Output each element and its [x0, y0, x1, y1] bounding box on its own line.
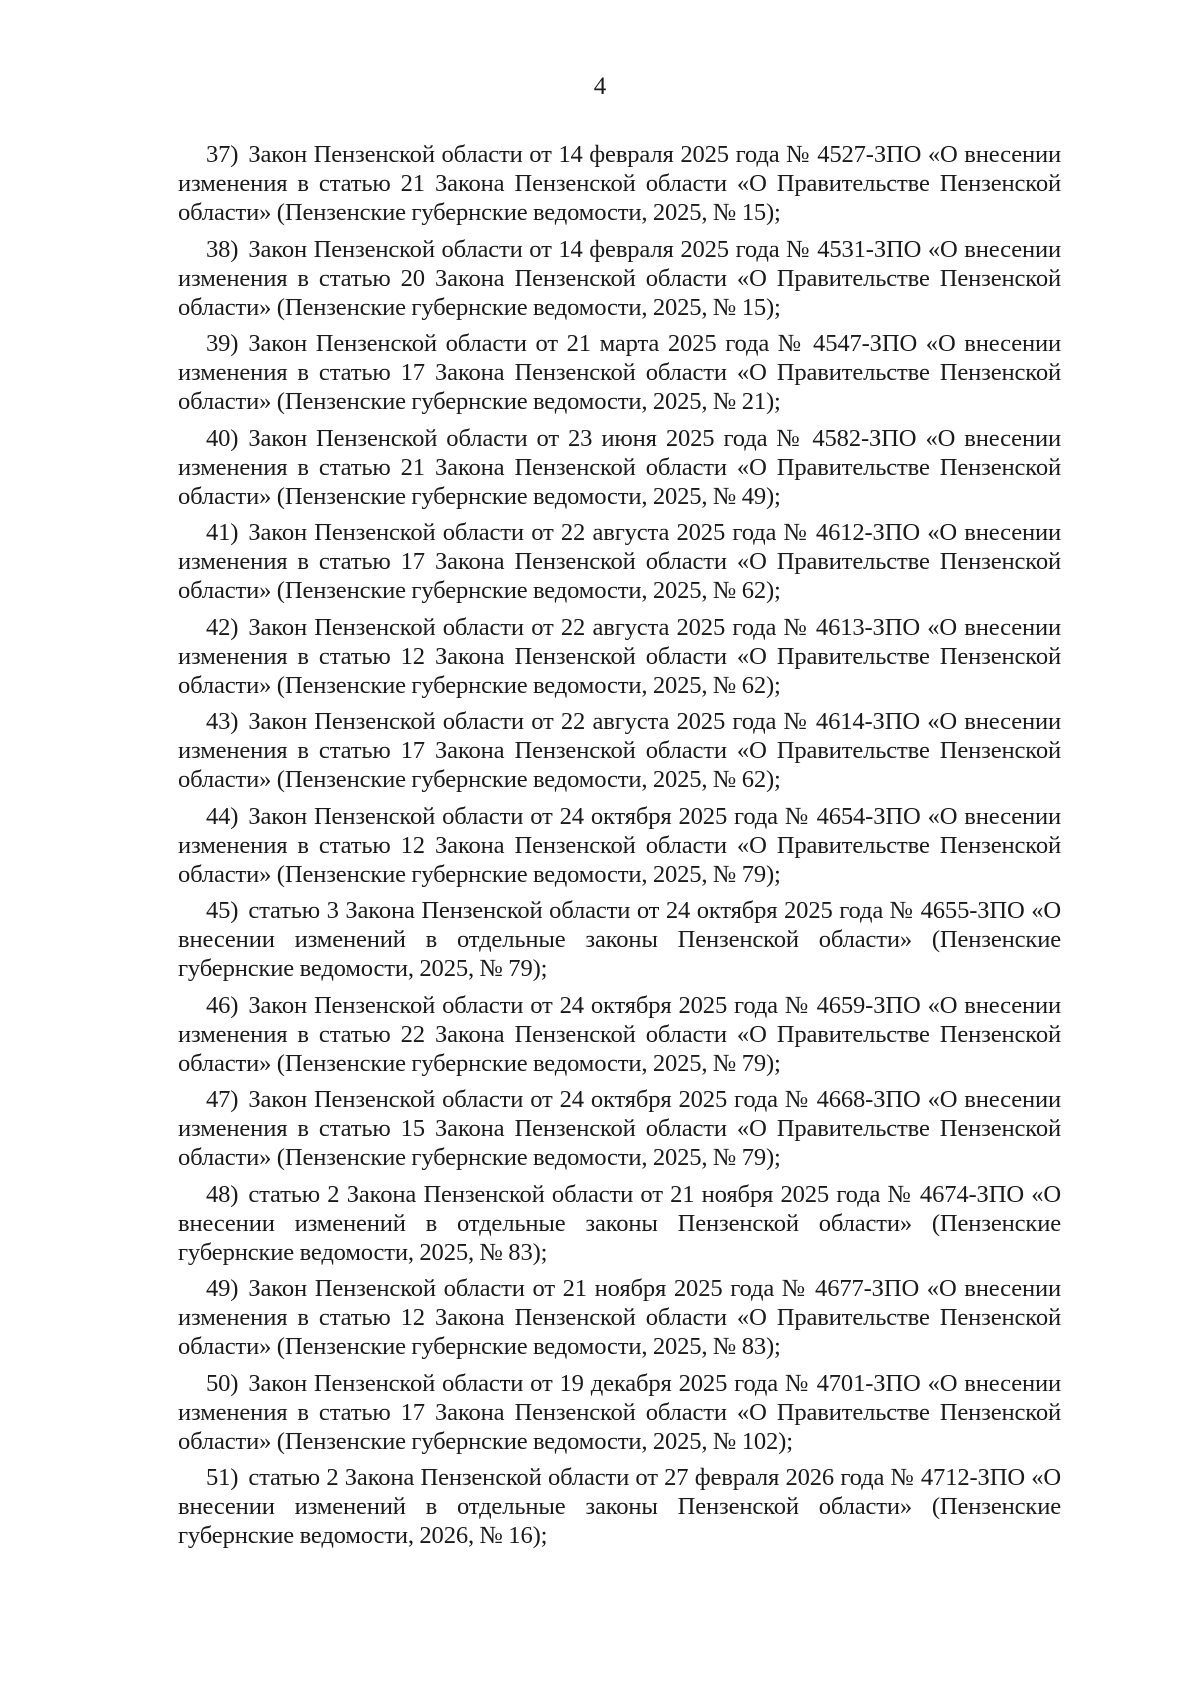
item-text: Закон Пензенской области от 19 декабря 2025 года № 4701-ЗПО «О внесении изменения в статью 17 Закона Пензенской области «О Правительстве Пензенской области» (Пензенские губернские ведомости, 2025, № 102); — [178, 1369, 1061, 1455]
item-number: 43) — [206, 708, 239, 735]
item-number: 45) — [206, 897, 239, 924]
list-item — [178, 235, 1061, 322]
legal-acts-list — [178, 140, 1061, 1558]
list-item — [178, 1274, 1061, 1361]
list-item — [178, 140, 1061, 227]
list-item — [178, 424, 1061, 511]
list-item — [178, 329, 1061, 416]
list-item — [178, 707, 1061, 794]
item-number: 38) — [206, 235, 239, 263]
item-number: 37) — [206, 141, 239, 168]
item-number: 47) — [206, 1086, 239, 1113]
item-text: Закон Пензенской области от 24 октября 2025 года № 4668-ЗПО «О внесении изменения в статью 15 Закона Пензенской области «О Правительстве Пензенской области» (Пензенские губернские ведомости, 2025, № 79); — [178, 1086, 1061, 1171]
item-text: Закон Пензенской области от 22 августа 2025 года № 4614-ЗПО «О внесении изменения в статью 17 Закона Пензенской области «О Правительстве Пензенской области» (Пензенские губернские ведомости, 2025, № 62); — [178, 708, 1061, 793]
item-text: Закон Пензенской области от 24 октября 2025 года № 4659-ЗПО «О внесении изменения в статью 22 Закона Пензенской области «О Правительстве Пензенской области» (Пензенские губернские ведомости, 2025, № 79); — [178, 991, 1061, 1077]
item-text: Закон Пензенской области от 14 февраля 2025 года № 4531-ЗПО «О внесении изменения в статью 20 Закона Пензенской области «О Правительстве Пензенской области» (Пензенские губернские ведомости, 2025, № 15); — [178, 235, 1061, 321]
item-text: Закон Пензенской области от 21 марта 2025 года № 4547-ЗПО «О внесении изменения в статью 17 Закона Пензенской области «О Правительстве Пензенской области» (Пензенские губернские ведомости, 2025, № 21); — [178, 330, 1061, 415]
list-item — [178, 1180, 1061, 1267]
item-number: 50) — [206, 1369, 239, 1397]
list-item — [178, 613, 1061, 700]
list-item — [178, 518, 1061, 605]
item-text: Закон Пензенской области от 24 октября 2025 года № 4654-ЗПО «О внесении изменения в статью 12 Закона Пензенской области «О Правительстве Пензенской области» (Пензенские губернские ведомости, 2025, № 79); — [178, 802, 1061, 888]
item-number: 41) — [206, 519, 239, 546]
list-item — [178, 991, 1061, 1078]
item-number: 51) — [206, 1464, 239, 1491]
item-text: Закон Пензенской области от 22 августа 2025 года № 4612-ЗПО «О внесении изменения в статью 17 Закона Пензенской области «О Правительстве Пензенской области» (Пензенские губернские ведомости, 2025, № 62); — [178, 519, 1061, 604]
item-number: 48) — [206, 1180, 239, 1208]
item-number: 42) — [206, 613, 239, 641]
list-item — [178, 1369, 1061, 1456]
item-text: Закон Пензенской области от 14 февраля 2025 года № 4527-ЗПО «О внесении изменения в статью 21 Закона Пензенской области «О Правительстве Пензенской области» (Пензенские губернские ведомости, 2025, № 15); — [178, 141, 1061, 226]
list-item — [178, 896, 1061, 983]
list-item — [178, 1085, 1061, 1172]
list-item — [178, 1463, 1061, 1550]
item-text: статью 2 Закона Пензенской области от 21 ноября 2025 года № 4674-ЗПО «О внесении изменений в отдельные законы Пензенской области» (Пензенские губернские ведомости, 2025, № 83); — [178, 1180, 1061, 1266]
item-text: Закон Пензенской области от 23 июня 2025 года № 4582-ЗПО «О внесении изменения в статью 21 Закона Пензенской области «О Правительстве Пензенской области» (Пензенские губернские ведомости, 2025, № 49); — [178, 424, 1061, 510]
list-item — [178, 802, 1061, 889]
item-text: Закон Пензенской области от 21 ноября 2025 года № 4677-ЗПО «О внесении изменения в статью 12 Закона Пензенской области «О Правительстве Пензенской области» (Пензенские губернские ведомости, 2025, № 83); — [178, 1275, 1061, 1360]
item-number: 40) — [206, 424, 239, 452]
item-text: Закон Пензенской области от 22 августа 2025 года № 4613-ЗПО «О внесении изменения в статью 12 Закона Пензенской области «О Правительстве Пензенской области» (Пензенские губернские ведомости, 2025, № 62); — [178, 613, 1061, 699]
item-text: статью 2 Закона Пензенской области от 27 февраля 2026 года № 4712-ЗПО «О внесении изменений в отдельные законы Пензенской области» (Пензенские губернские ведомости, 2026, № 16); — [178, 1464, 1061, 1549]
page-number: 4 — [593, 73, 607, 100]
item-number: 39) — [206, 330, 239, 357]
item-text: статью 3 Закона Пензенской области от 24 октября 2025 года № 4655-ЗПО «О внесении изменений в отдельные законы Пензенской области» (Пензенские губернские ведомости, 2025, № 79); — [178, 897, 1061, 982]
item-number: 49) — [206, 1275, 239, 1302]
item-number: 46) — [206, 991, 239, 1019]
item-number: 44) — [206, 802, 239, 830]
